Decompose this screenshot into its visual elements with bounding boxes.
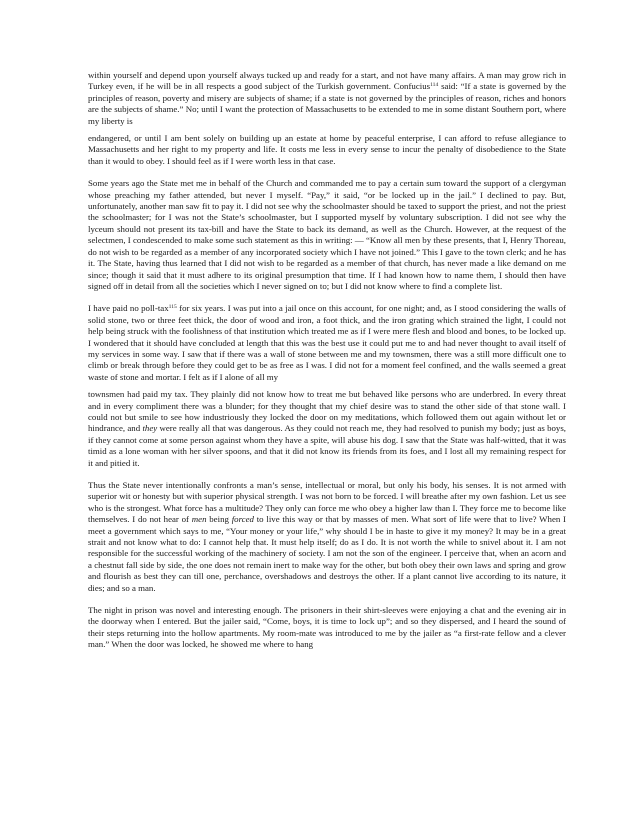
paragraph-4	[88, 303, 566, 383]
paragraph-7: The night in prison was novel and interesting enough. The prisoners in their shirt-sleeves were enjoying a chat and the evening air in the doorway when I entered. But the jailer said, “Come, boys, it is time to lock up”; and so they dispersed, and I heard the sound of their steps returning into the hollow apartments. My room-mate was introduced to me by the jailer as “a first-rate fellow and a clever man.” When the door was locked, he showed me where to hang	[88, 605, 566, 650]
paragraph-3: Some years ago the State met me in behalf of the Church and commanded me to pay a certain sum toward the support of a clergyman whose preaching my father attended, but never I myself. “Pay,” it said, “or be locked up in the jail.” I declined to pay. But, unfortunately, another man saw fit to pay it. I did not see why the schoolmaster should be taxed to support the priest, and not the priest the schoolmaster; for I was not the State’s schoolmaster, but I supported myself by voluntary subscription. I did not see why the lyceum should not present its tax-bill and have the State to back its demand, as well as the Church. However, at the request of the selectmen, I condescended to make some such statement as this in writing: — “Know all men by these presents, that I, Henry Thoreau, do not wish to be regarded as a member of any incorporated society which I have not joined.” This I gave to the town clerk; and he has it. The State, having thus learned that I did not wish to be regarded as a member of that church, has never made a like demand on me since; though it said that it must adhere to its original presumption that time. If I had known how to name them, I should then have signed off in detail from all the societies which I never signed on to; but I did not know where to find a complete list.	[88, 178, 566, 291]
footnote-ref-114[interactable]: 114	[430, 82, 439, 89]
paragraph-5-text-b: were really all that was dangerous. As they could not reach me, they had resolved to punish my body; just as boys, if they cannot come at some person against whom they have a spite, will abuse his dog. I saw that the State was half-witted, that it was timid as a lone woman with her silver spoons, and that it did not know its friends from its foes, and I lost all my remaining respect for it and pitied it.	[88, 423, 566, 468]
body-text	[88, 70, 566, 662]
paragraph-2: endangered, or until I am bent solely on building up an estate at home by peaceful enterprise, I can afford to refuse allegiance to Massachusetts and her right to my property and life. It costs me less in every sense to incur the penalty of disobedience to the State than it would to obey. I should feel as if I were worth less in that case.	[88, 133, 566, 166]
emphasis-they: they	[142, 423, 158, 434]
paragraph-6-text-c: to live this way or that by masses of men. What sort of life were that to live? When I meet a government which says to me, “Your money or your life,” why should I be in haste to give it my money? It may be in a great strait and not know what to do: I cannot help that. It must help itself; do as I do. It is not worth the while to snivel about it. I am not responsible for the successful working of the machinery of society. I am not the son of the engineer. I perceive that, when an acorn and a chestnut fall side by side, the one does not remain inert to make way for the other, but both obey their own laws and spring and grow and flourish as best they can till one, perchance, overshadows and destroys the other. If a plant cannot live according to its nature, it dies; and so a man.	[88, 514, 566, 593]
emphasis-forced: forced	[231, 514, 254, 525]
paragraph-1	[88, 70, 566, 127]
footnote-ref-115[interactable]: 115	[168, 304, 177, 311]
paragraph-6-text-a: Thus the State never intentionally confronts a man’s sense, intellectual or moral, but only his body, his senses. It is not armed with superior wit or honesty but with superior physical strength. I was not born to be forced. I will breathe after my own fashion. Let us see who is the strongest. What force has a multitude? They only can force me who obey a higher law than I. They force me to become like themselves. I do not hear of	[88, 480, 566, 525]
emphasis-men: men	[191, 514, 207, 525]
paragraph-4-text-a: I have paid no poll-tax	[88, 303, 169, 314]
paragraph-6	[88, 480, 566, 594]
paragraph-5-text-a: townsmen had paid my tax. They plainly did not know how to treat me but behaved like persons who are underbred. In every threat and in every compliment there was a blunder; for they thought that my chief desire was to stand the other side of that stone wall. I could not but smile to see how industriously they locked the door on my meditations, which followed them out again without let or hindrance, and	[88, 389, 566, 434]
paragraph-1-text-a: within yourself and depend upon yourself always tucked up and ready for a start, and not have many affairs. A man may grow rich in Turkey even, if he will be in all respects a good subject of the Turkish government. Confucius	[88, 70, 566, 92]
paragraph-5	[88, 389, 566, 469]
paragraph-1-text-b: said: “If a state is governed by the principles of reason, poverty and misery are subjects of shame; if a state is not governed by the principles of reason, riches and honors are the subjects of shame.” No; until I want the protection of Massachusetts to be extended to me in some distant Southern port, where my liberty is	[88, 81, 566, 126]
paragraph-4-text-b: for six years. I was put into a jail once on this account, for one night; and, as I stood considering the walls of solid stone, two or three feet thick, the door of wood and iron, a foot thick, and the iron grating which strained the light, I could not help being struck with the foolishness of that institution which treated me as if I were mere flesh and blood and bones, to be locked up. I wondered that it should have concluded at length that this was the best use it could put me to and had never thought to avail itself of my services in some way. I saw that if there was a wall of stone between me and my townsmen, there was a still more difficult one to climb or break through before they could get to be as free as I was. I did not for a moment feel confined, and the walls seemed a great waste of stone and mortar. I felt as if I alone of all my	[88, 303, 567, 382]
paragraph-6-text-b: being	[206, 514, 232, 525]
